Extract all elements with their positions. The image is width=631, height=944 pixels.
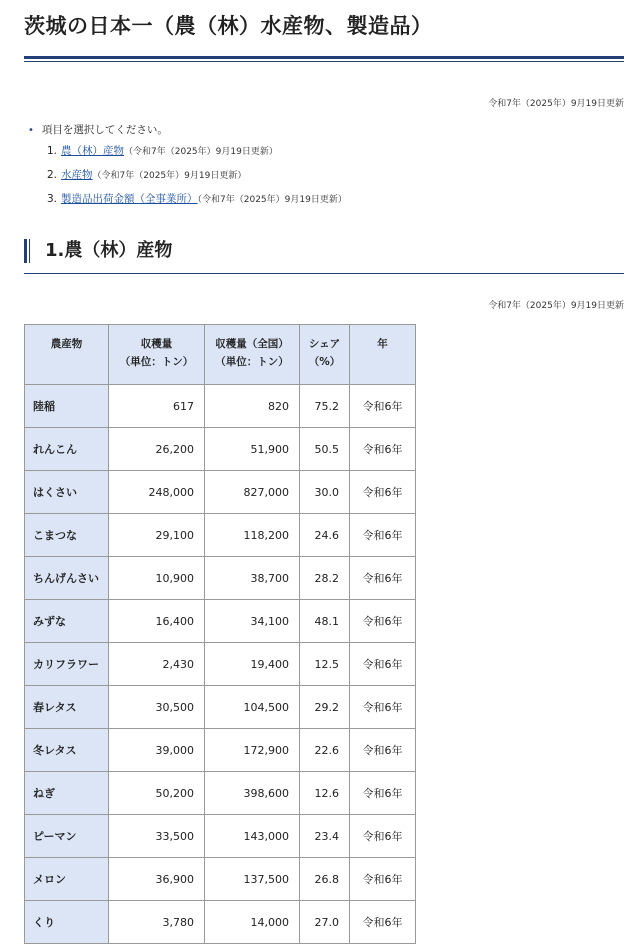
cell-year: 令和6年 — [350, 385, 416, 428]
table-row — [25, 858, 416, 901]
cell-share: 24.6 — [300, 514, 350, 557]
cell-amount: 39,000 — [109, 729, 205, 772]
toc-item-number: 3. — [47, 193, 58, 205]
intro-text: 項目を選択してください。 — [41, 124, 168, 136]
cell-crop: ねぎ — [25, 772, 109, 815]
cell-share: 22.6 — [300, 729, 350, 772]
cell-share: 28.2 — [300, 557, 350, 600]
cell-national: 19,400 — [205, 643, 300, 686]
cell-crop: ちんげんさい — [25, 557, 109, 600]
table-body — [25, 385, 416, 944]
cell-national: 14,000 — [205, 901, 300, 944]
cell-amount: 33,500 — [109, 815, 205, 858]
table-row — [25, 643, 416, 686]
title-rule — [24, 56, 624, 59]
table-row — [25, 385, 416, 428]
cell-amount: 2,430 — [109, 643, 205, 686]
header-amount: 収穫量 （単位：トン） — [109, 325, 205, 385]
cell-national: 143,000 — [205, 815, 300, 858]
cell-share: 26.8 — [300, 858, 350, 901]
cell-crop: れんこん — [25, 428, 109, 471]
cell-year: 令和6年 — [350, 729, 416, 772]
toc-item — [47, 168, 347, 192]
cell-year: 令和6年 — [350, 428, 416, 471]
cell-national: 137,500 — [205, 858, 300, 901]
cell-year: 令和6年 — [350, 643, 416, 686]
toc-item-number: 1. — [47, 145, 58, 157]
cell-national: 51,900 — [205, 428, 300, 471]
cell-amount: 26,200 — [109, 428, 205, 471]
section-marker — [24, 239, 27, 263]
cell-national: 820 — [205, 385, 300, 428]
cell-amount: 3,780 — [109, 901, 205, 944]
table-row — [25, 600, 416, 643]
cell-year: 令和6年 — [350, 471, 416, 514]
cell-national: 34,100 — [205, 600, 300, 643]
cell-amount: 617 — [109, 385, 205, 428]
toc-item-number: 2. — [47, 169, 58, 181]
cell-year: 令和6年 — [350, 557, 416, 600]
cell-national: 827,000 — [205, 471, 300, 514]
cell-year: 令和6年 — [350, 686, 416, 729]
cell-share: 29.2 — [300, 686, 350, 729]
cell-crop: 陸稲 — [25, 385, 109, 428]
cell-crop: 春レタス — [25, 686, 109, 729]
cell-amount: 16,400 — [109, 600, 205, 643]
table-row — [25, 471, 416, 514]
cell-crop: くり — [25, 901, 109, 944]
toc-link-manufacturing[interactable]: 製造品出荷金額（全事業所） — [61, 193, 198, 205]
cell-year: 令和6年 — [350, 858, 416, 901]
cell-amount: 36,900 — [109, 858, 205, 901]
cell-amount: 30,500 — [109, 686, 205, 729]
cell-national: 38,700 — [205, 557, 300, 600]
toc-item-date: （令和7年（2025年）9月19日更新） — [124, 147, 278, 157]
header-year: 年 — [350, 325, 416, 385]
cell-amount: 29,100 — [109, 514, 205, 557]
table-row — [25, 686, 416, 729]
toc-item-date: （令和7年（2025年）9月19日更新） — [92, 171, 247, 181]
cell-share: 23.4 — [300, 815, 350, 858]
table-row — [25, 729, 416, 772]
toc-item-date: （令和7年（2025年）9月19日更新） — [197, 195, 347, 205]
title-rule-thin — [24, 61, 624, 62]
cell-amount: 248,000 — [109, 471, 205, 514]
cell-amount: 50,200 — [109, 772, 205, 815]
cell-share: 50.5 — [300, 428, 350, 471]
table-of-contents — [47, 144, 347, 216]
toc-item — [47, 192, 347, 216]
table-header-row — [25, 325, 416, 385]
table-row — [25, 428, 416, 471]
toc-link-fishery[interactable]: 水産物 — [61, 169, 93, 181]
cell-year: 令和6年 — [350, 815, 416, 858]
cell-year: 令和6年 — [350, 600, 416, 643]
cell-share: 12.5 — [300, 643, 350, 686]
toc-link-agriculture[interactable]: 農（林）産物 — [61, 145, 125, 157]
header-national: 収穫量（全国） （単位：トン） — [205, 325, 300, 385]
page-updated-date: 令和7年（2025年）9月19日更新 — [488, 99, 624, 109]
section-updated-date: 令和7年（2025年）9月19日更新 — [488, 301, 624, 311]
cell-share: 12.6 — [300, 772, 350, 815]
intro — [28, 122, 168, 137]
section-marker-thin — [29, 239, 30, 263]
cell-crop: はくさい — [25, 471, 109, 514]
cell-crop: 冬レタス — [25, 729, 109, 772]
cell-year: 令和6年 — [350, 514, 416, 557]
toc-item — [47, 144, 347, 168]
cell-crop: ピーマン — [25, 815, 109, 858]
cell-share: 30.0 — [300, 471, 350, 514]
table-row — [25, 557, 416, 600]
table-row — [25, 815, 416, 858]
cell-crop: カリフラワー — [25, 643, 109, 686]
cell-crop: メロン — [25, 858, 109, 901]
cell-year: 令和6年 — [350, 772, 416, 815]
cell-amount: 10,900 — [109, 557, 205, 600]
cell-crop: みずな — [25, 600, 109, 643]
cell-national: 398,600 — [205, 772, 300, 815]
cell-national: 172,900 — [205, 729, 300, 772]
cell-share: 27.0 — [300, 901, 350, 944]
section-rule — [24, 273, 624, 274]
page-title: 茨城の日本一（農（林）水産物、製造品） — [24, 14, 433, 38]
header-crop: 農産物 — [25, 325, 109, 385]
table-row — [25, 514, 416, 557]
bullet-icon: • — [28, 125, 34, 136]
cell-crop: こまつな — [25, 514, 109, 557]
agriculture-table — [24, 324, 416, 944]
cell-share: 48.1 — [300, 600, 350, 643]
table-row — [25, 772, 416, 815]
header-share: シェア （%） — [300, 325, 350, 385]
cell-year: 令和6年 — [350, 901, 416, 944]
cell-national: 104,500 — [205, 686, 300, 729]
cell-share: 75.2 — [300, 385, 350, 428]
section-title: 1.農（林）産物 — [45, 240, 173, 261]
cell-national: 118,200 — [205, 514, 300, 557]
